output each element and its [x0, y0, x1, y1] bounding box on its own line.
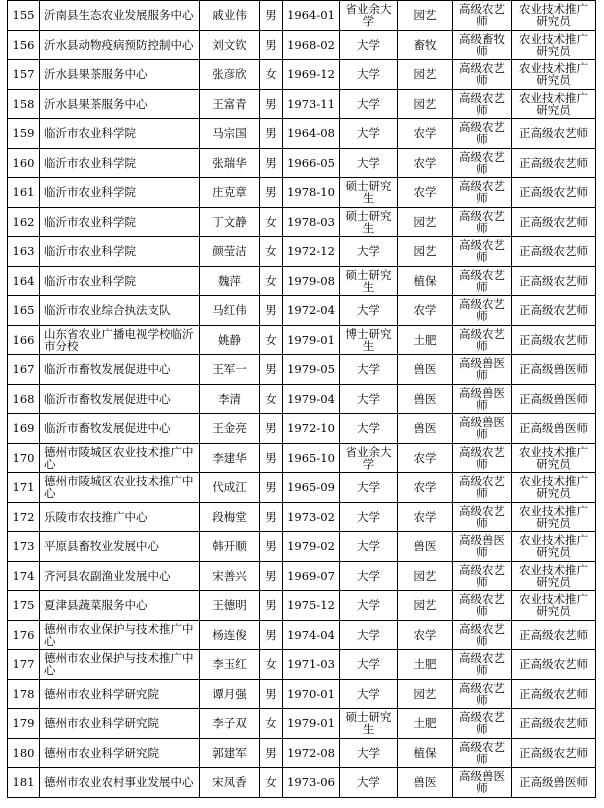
- work-unit-cell: 德州市陵城区农业技术推广中心: [40, 443, 200, 473]
- education-cell: 大学: [340, 237, 398, 267]
- person-name-cell: 韩开顺: [200, 532, 260, 562]
- specialty-cell: 园艺: [398, 561, 453, 591]
- table-row: [8, 207, 596, 237]
- education-cell: 大学: [340, 532, 398, 562]
- current-title-cell: 高级兽医师: [453, 355, 512, 385]
- table-row: [8, 178, 596, 208]
- applied-title-cell: 农业技术推广研究员: [512, 473, 596, 503]
- education-cell: 大学: [340, 620, 398, 650]
- birth-date-cell: 1965-10: [283, 443, 340, 473]
- table-row: [8, 738, 596, 768]
- specialty-cell: 园艺: [398, 60, 453, 90]
- current-title-cell: 高级农艺师: [453, 620, 512, 650]
- current-title-cell: 高级兽医师: [453, 532, 512, 562]
- personnel-table: [7, 0, 596, 798]
- education-cell: 大学: [340, 679, 398, 709]
- current-title-cell: 高级农艺师: [453, 207, 512, 237]
- gender-cell: 女: [260, 60, 283, 90]
- person-name-cell: 颜莹洁: [200, 237, 260, 267]
- gender-cell: 男: [260, 679, 283, 709]
- specialty-cell: 兽医: [398, 768, 453, 798]
- education-cell: 大学: [340, 355, 398, 385]
- applied-title-cell: 正高级农艺师: [512, 266, 596, 296]
- applied-title-cell: 正高级农艺师: [512, 178, 596, 208]
- person-name-cell: 宋善兴: [200, 561, 260, 591]
- education-cell: 大学: [340, 738, 398, 768]
- gender-cell: 男: [260, 414, 283, 444]
- applied-title-cell: 农业技术推广研究员: [512, 60, 596, 90]
- person-name-cell: 丁文静: [200, 207, 260, 237]
- work-unit-cell: 临沂市农业科学院: [40, 237, 200, 267]
- table-row: [8, 414, 596, 444]
- work-unit-cell: 德州市陵城区农业技术推广中心: [40, 473, 200, 503]
- table-row: [8, 679, 596, 709]
- person-name-cell: 张瑞华: [200, 148, 260, 178]
- birth-date-cell: 1979-01: [283, 325, 340, 355]
- gender-cell: 女: [260, 207, 283, 237]
- birth-date-cell: 1973-11: [283, 89, 340, 119]
- current-title-cell: 高级农艺师: [453, 738, 512, 768]
- person-name-cell: 李建华: [200, 443, 260, 473]
- current-title-cell: 高级农艺师: [453, 325, 512, 355]
- applied-title-cell: 正高级农艺师: [512, 650, 596, 680]
- specialty-cell: 农学: [398, 296, 453, 326]
- applied-title-cell: 农业技术推广研究员: [512, 502, 596, 532]
- gender-cell: 女: [260, 237, 283, 267]
- row-number-cell: 177: [8, 650, 40, 680]
- applied-title-cell: 正高级农艺师: [512, 296, 596, 326]
- applied-title-cell: 正高级兽医师: [512, 355, 596, 385]
- gender-cell: 女: [260, 709, 283, 739]
- gender-cell: 男: [260, 620, 283, 650]
- table-row: [8, 1, 596, 31]
- work-unit-cell: 沂水县果茶服务中心: [40, 89, 200, 119]
- applied-title-cell: 正高级农艺师: [512, 237, 596, 267]
- current-title-cell: 高级兽医师: [453, 414, 512, 444]
- specialty-cell: 农学: [398, 473, 453, 503]
- person-name-cell: 王金亮: [200, 414, 260, 444]
- specialty-cell: 畜牧: [398, 30, 453, 60]
- specialty-cell: 兽医: [398, 414, 453, 444]
- education-cell: 大学: [340, 384, 398, 414]
- birth-date-cell: 1969-07: [283, 561, 340, 591]
- row-number-cell: 179: [8, 709, 40, 739]
- person-name-cell: 郭建军: [200, 738, 260, 768]
- current-title-cell: 高级畜牧师: [453, 30, 512, 60]
- person-name-cell: 刘文钦: [200, 30, 260, 60]
- row-number-cell: 169: [8, 414, 40, 444]
- person-name-cell: 李清: [200, 384, 260, 414]
- row-number-cell: 180: [8, 738, 40, 768]
- row-number-cell: 162: [8, 207, 40, 237]
- birth-date-cell: 1969-12: [283, 60, 340, 90]
- birth-date-cell: 1970-01: [283, 679, 340, 709]
- table-row: [8, 237, 596, 267]
- birth-date-cell: 1974-04: [283, 620, 340, 650]
- specialty-cell: 土肥: [398, 325, 453, 355]
- applied-title-cell: 正高级农艺师: [512, 738, 596, 768]
- work-unit-cell: 沂南县生态农业发展服务中心: [40, 1, 200, 31]
- row-number-cell: 173: [8, 532, 40, 562]
- work-unit-cell: 临沂市畜牧发展促进中心: [40, 355, 200, 385]
- birth-date-cell: 1979-02: [283, 532, 340, 562]
- gender-cell: 男: [260, 355, 283, 385]
- birth-date-cell: 1979-04: [283, 384, 340, 414]
- person-name-cell: 姚静: [200, 325, 260, 355]
- current-title-cell: 高级农艺师: [453, 178, 512, 208]
- specialty-cell: 兽医: [398, 384, 453, 414]
- applied-title-cell: 正高级农艺师: [512, 119, 596, 149]
- specialty-cell: 土肥: [398, 709, 453, 739]
- gender-cell: 男: [260, 1, 283, 31]
- current-title-cell: 高级农艺师: [453, 709, 512, 739]
- education-cell: 大学: [340, 30, 398, 60]
- applied-title-cell: 正高级农艺师: [512, 148, 596, 178]
- education-cell: 大学: [340, 119, 398, 149]
- current-title-cell: 高级农艺师: [453, 119, 512, 149]
- gender-cell: 男: [260, 30, 283, 60]
- gender-cell: 男: [260, 473, 283, 503]
- work-unit-cell: 沂水县果茶服务中心: [40, 60, 200, 90]
- work-unit-cell: 德州市农业科学研究院: [40, 738, 200, 768]
- applied-title-cell: 农业技术推广研究员: [512, 561, 596, 591]
- person-name-cell: 代成江: [200, 473, 260, 503]
- current-title-cell: 高级农艺师: [453, 237, 512, 267]
- specialty-cell: 农学: [398, 502, 453, 532]
- gender-cell: 男: [260, 89, 283, 119]
- table-row: [8, 60, 596, 90]
- applied-title-cell: 正高级农艺师: [512, 679, 596, 709]
- work-unit-cell: 德州市农业保护与技术推广中心: [40, 620, 200, 650]
- applied-title-cell: 农业技术推广研究员: [512, 532, 596, 562]
- table-row: [8, 148, 596, 178]
- work-unit-cell: 山东省农业广播电视学校临沂市分校: [40, 325, 200, 355]
- birth-date-cell: 1964-01: [283, 1, 340, 31]
- education-cell: 硕士研究生: [340, 709, 398, 739]
- work-unit-cell: 德州市农业保护与技术推广中心: [40, 650, 200, 680]
- education-cell: 大学: [340, 502, 398, 532]
- person-name-cell: 段梅堂: [200, 502, 260, 532]
- table-row: [8, 502, 596, 532]
- education-cell: 省业余大学: [340, 443, 398, 473]
- person-name-cell: 李子双: [200, 709, 260, 739]
- row-number-cell: 161: [8, 178, 40, 208]
- gender-cell: 男: [260, 502, 283, 532]
- specialty-cell: 兽医: [398, 532, 453, 562]
- gender-cell: 女: [260, 325, 283, 355]
- specialty-cell: 植保: [398, 738, 453, 768]
- row-number-cell: 167: [8, 355, 40, 385]
- specialty-cell: 园艺: [398, 237, 453, 267]
- education-cell: 大学: [340, 414, 398, 444]
- row-number-cell: 157: [8, 60, 40, 90]
- row-number-cell: 178: [8, 679, 40, 709]
- education-cell: 大学: [340, 296, 398, 326]
- education-cell: 大学: [340, 148, 398, 178]
- specialty-cell: 农学: [398, 620, 453, 650]
- person-name-cell: 魏萍: [200, 266, 260, 296]
- work-unit-cell: 乐陵市农技推广中心: [40, 502, 200, 532]
- specialty-cell: 园艺: [398, 89, 453, 119]
- birth-date-cell: 1964-08: [283, 119, 340, 149]
- table-row: [8, 709, 596, 739]
- current-title-cell: 高级农艺师: [453, 650, 512, 680]
- person-name-cell: 庄克章: [200, 178, 260, 208]
- table-row: [8, 119, 596, 149]
- birth-date-cell: 1975-12: [283, 591, 340, 621]
- specialty-cell: 园艺: [398, 591, 453, 621]
- applied-title-cell: 正高级农艺师: [512, 620, 596, 650]
- row-number-cell: 160: [8, 148, 40, 178]
- specialty-cell: 园艺: [398, 679, 453, 709]
- birth-date-cell: 1972-08: [283, 738, 340, 768]
- work-unit-cell: 临沂市农业科学院: [40, 207, 200, 237]
- work-unit-cell: 德州市农业科学研究院: [40, 679, 200, 709]
- gender-cell: 男: [260, 561, 283, 591]
- table-row: [8, 591, 596, 621]
- work-unit-cell: 夏津县蔬菜服务中心: [40, 591, 200, 621]
- applied-title-cell: 正高级农艺师: [512, 207, 596, 237]
- row-number-cell: 156: [8, 30, 40, 60]
- current-title-cell: 高级农艺师: [453, 473, 512, 503]
- work-unit-cell: 德州市农业科学研究院: [40, 709, 200, 739]
- row-number-cell: 168: [8, 384, 40, 414]
- education-cell: 省业余大学: [340, 1, 398, 31]
- work-unit-cell: 沂水县动物疫病预防控制中心: [40, 30, 200, 60]
- table-row: [8, 384, 596, 414]
- specialty-cell: 园艺: [398, 1, 453, 31]
- birth-date-cell: 1979-01: [283, 709, 340, 739]
- education-cell: 大学: [340, 561, 398, 591]
- row-number-cell: 163: [8, 237, 40, 267]
- table-row: [8, 473, 596, 503]
- specialty-cell: 农学: [398, 443, 453, 473]
- gender-cell: 男: [260, 148, 283, 178]
- person-name-cell: 王富青: [200, 89, 260, 119]
- current-title-cell: 高级农艺师: [453, 60, 512, 90]
- education-cell: 大学: [340, 650, 398, 680]
- specialty-cell: 土肥: [398, 650, 453, 680]
- current-title-cell: 高级农艺师: [453, 266, 512, 296]
- person-name-cell: 戚业伟: [200, 1, 260, 31]
- work-unit-cell: 临沂市农业科学院: [40, 178, 200, 208]
- work-unit-cell: 临沂市畜牧发展促进中心: [40, 384, 200, 414]
- birth-date-cell: 1978-03: [283, 207, 340, 237]
- applied-title-cell: 农业技术推广研究员: [512, 443, 596, 473]
- person-name-cell: 谭月强: [200, 679, 260, 709]
- work-unit-cell: 德州市农业农村事业发展中心: [40, 768, 200, 798]
- birth-date-cell: 1972-12: [283, 237, 340, 267]
- row-number-cell: 165: [8, 296, 40, 326]
- education-cell: 硕士研究生: [340, 178, 398, 208]
- birth-date-cell: 1979-08: [283, 266, 340, 296]
- gender-cell: 男: [260, 532, 283, 562]
- birth-date-cell: 1978-10: [283, 178, 340, 208]
- specialty-cell: 农学: [398, 119, 453, 149]
- row-number-cell: 164: [8, 266, 40, 296]
- education-cell: 大学: [340, 473, 398, 503]
- education-cell: 大学: [340, 60, 398, 90]
- person-name-cell: 马红伟: [200, 296, 260, 326]
- work-unit-cell: 临沂市畜牧发展促进中心: [40, 414, 200, 444]
- applied-title-cell: 正高级农艺师: [512, 325, 596, 355]
- birth-date-cell: 1972-04: [283, 296, 340, 326]
- gender-cell: 男: [260, 119, 283, 149]
- applied-title-cell: 正高级兽医师: [512, 768, 596, 798]
- current-title-cell: 高级农艺师: [453, 679, 512, 709]
- table-row: [8, 768, 596, 798]
- birth-date-cell: 1979-05: [283, 355, 340, 385]
- work-unit-cell: 临沂市农业综合执法支队: [40, 296, 200, 326]
- applied-title-cell: 农业技术推广研究员: [512, 89, 596, 119]
- person-name-cell: 王德明: [200, 591, 260, 621]
- specialty-cell: 兽医: [398, 355, 453, 385]
- birth-date-cell: 1965-09: [283, 473, 340, 503]
- table-row: [8, 325, 596, 355]
- table-row: [8, 650, 596, 680]
- education-cell: 大学: [340, 591, 398, 621]
- row-number-cell: 181: [8, 768, 40, 798]
- gender-cell: 女: [260, 266, 283, 296]
- applied-title-cell: 正高级兽医师: [512, 414, 596, 444]
- current-title-cell: 高级兽医师: [453, 768, 512, 798]
- table-row: [8, 355, 596, 385]
- row-number-cell: 174: [8, 561, 40, 591]
- specialty-cell: 植保: [398, 266, 453, 296]
- education-cell: 大学: [340, 768, 398, 798]
- row-number-cell: 171: [8, 473, 40, 503]
- current-title-cell: 高级农艺师: [453, 1, 512, 31]
- work-unit-cell: 临沂市农业科学院: [40, 266, 200, 296]
- applied-title-cell: 农业技术推广研究员: [512, 1, 596, 31]
- current-title-cell: 高级农艺师: [453, 502, 512, 532]
- row-number-cell: 175: [8, 591, 40, 621]
- specialty-cell: 园艺: [398, 207, 453, 237]
- person-name-cell: 李玉红: [200, 650, 260, 680]
- gender-cell: 男: [260, 591, 283, 621]
- gender-cell: 男: [260, 738, 283, 768]
- education-cell: 大学: [340, 89, 398, 119]
- row-number-cell: 158: [8, 89, 40, 119]
- birth-date-cell: 1966-05: [283, 148, 340, 178]
- row-number-cell: 155: [8, 1, 40, 31]
- education-cell: 硕士研究生: [340, 207, 398, 237]
- current-title-cell: 高级兽医师: [453, 384, 512, 414]
- work-unit-cell: 平原县畜牧业发展中心: [40, 532, 200, 562]
- person-name-cell: 张彦欣: [200, 60, 260, 90]
- education-cell: 博士研究生: [340, 325, 398, 355]
- row-number-cell: 172: [8, 502, 40, 532]
- row-number-cell: 166: [8, 325, 40, 355]
- birth-date-cell: 1972-10: [283, 414, 340, 444]
- gender-cell: 男: [260, 178, 283, 208]
- person-name-cell: 宋凤香: [200, 768, 260, 798]
- gender-cell: 女: [260, 650, 283, 680]
- gender-cell: 女: [260, 384, 283, 414]
- work-unit-cell: 齐河县农副渔业发展中心: [40, 561, 200, 591]
- table-row: [8, 443, 596, 473]
- table-row: [8, 89, 596, 119]
- birth-date-cell: 1968-02: [283, 30, 340, 60]
- birth-date-cell: 1971-03: [283, 650, 340, 680]
- current-title-cell: 高级农艺师: [453, 443, 512, 473]
- gender-cell: 女: [260, 768, 283, 798]
- gender-cell: 男: [260, 443, 283, 473]
- table-row: [8, 620, 596, 650]
- current-title-cell: 高级农艺师: [453, 591, 512, 621]
- row-number-cell: 176: [8, 620, 40, 650]
- table-row: [8, 296, 596, 326]
- row-number-cell: 159: [8, 119, 40, 149]
- table-row: [8, 266, 596, 296]
- person-name-cell: 杨连俊: [200, 620, 260, 650]
- applied-title-cell: 正高级兽医师: [512, 384, 596, 414]
- current-title-cell: 高级农艺师: [453, 148, 512, 178]
- work-unit-cell: 临沂市农业科学院: [40, 148, 200, 178]
- birth-date-cell: 1973-06: [283, 768, 340, 798]
- table-body: [8, 1, 596, 798]
- education-cell: 硕士研究生: [340, 266, 398, 296]
- table-row: [8, 30, 596, 60]
- person-name-cell: 王军一: [200, 355, 260, 385]
- person-name-cell: 马宗国: [200, 119, 260, 149]
- applied-title-cell: 农业技术推广研究员: [512, 30, 596, 60]
- applied-title-cell: 农业技术推广研究员: [512, 591, 596, 621]
- current-title-cell: 高级农艺师: [453, 296, 512, 326]
- applied-title-cell: 正高级农艺师: [512, 709, 596, 739]
- specialty-cell: 农学: [398, 148, 453, 178]
- current-title-cell: 高级农艺师: [453, 89, 512, 119]
- current-title-cell: 高级农艺师: [453, 561, 512, 591]
- work-unit-cell: 临沂市农业科学院: [40, 119, 200, 149]
- table-row: [8, 561, 596, 591]
- table-row: [8, 532, 596, 562]
- specialty-cell: 农学: [398, 178, 453, 208]
- gender-cell: 男: [260, 296, 283, 326]
- birth-date-cell: 1973-02: [283, 502, 340, 532]
- row-number-cell: 170: [8, 443, 40, 473]
